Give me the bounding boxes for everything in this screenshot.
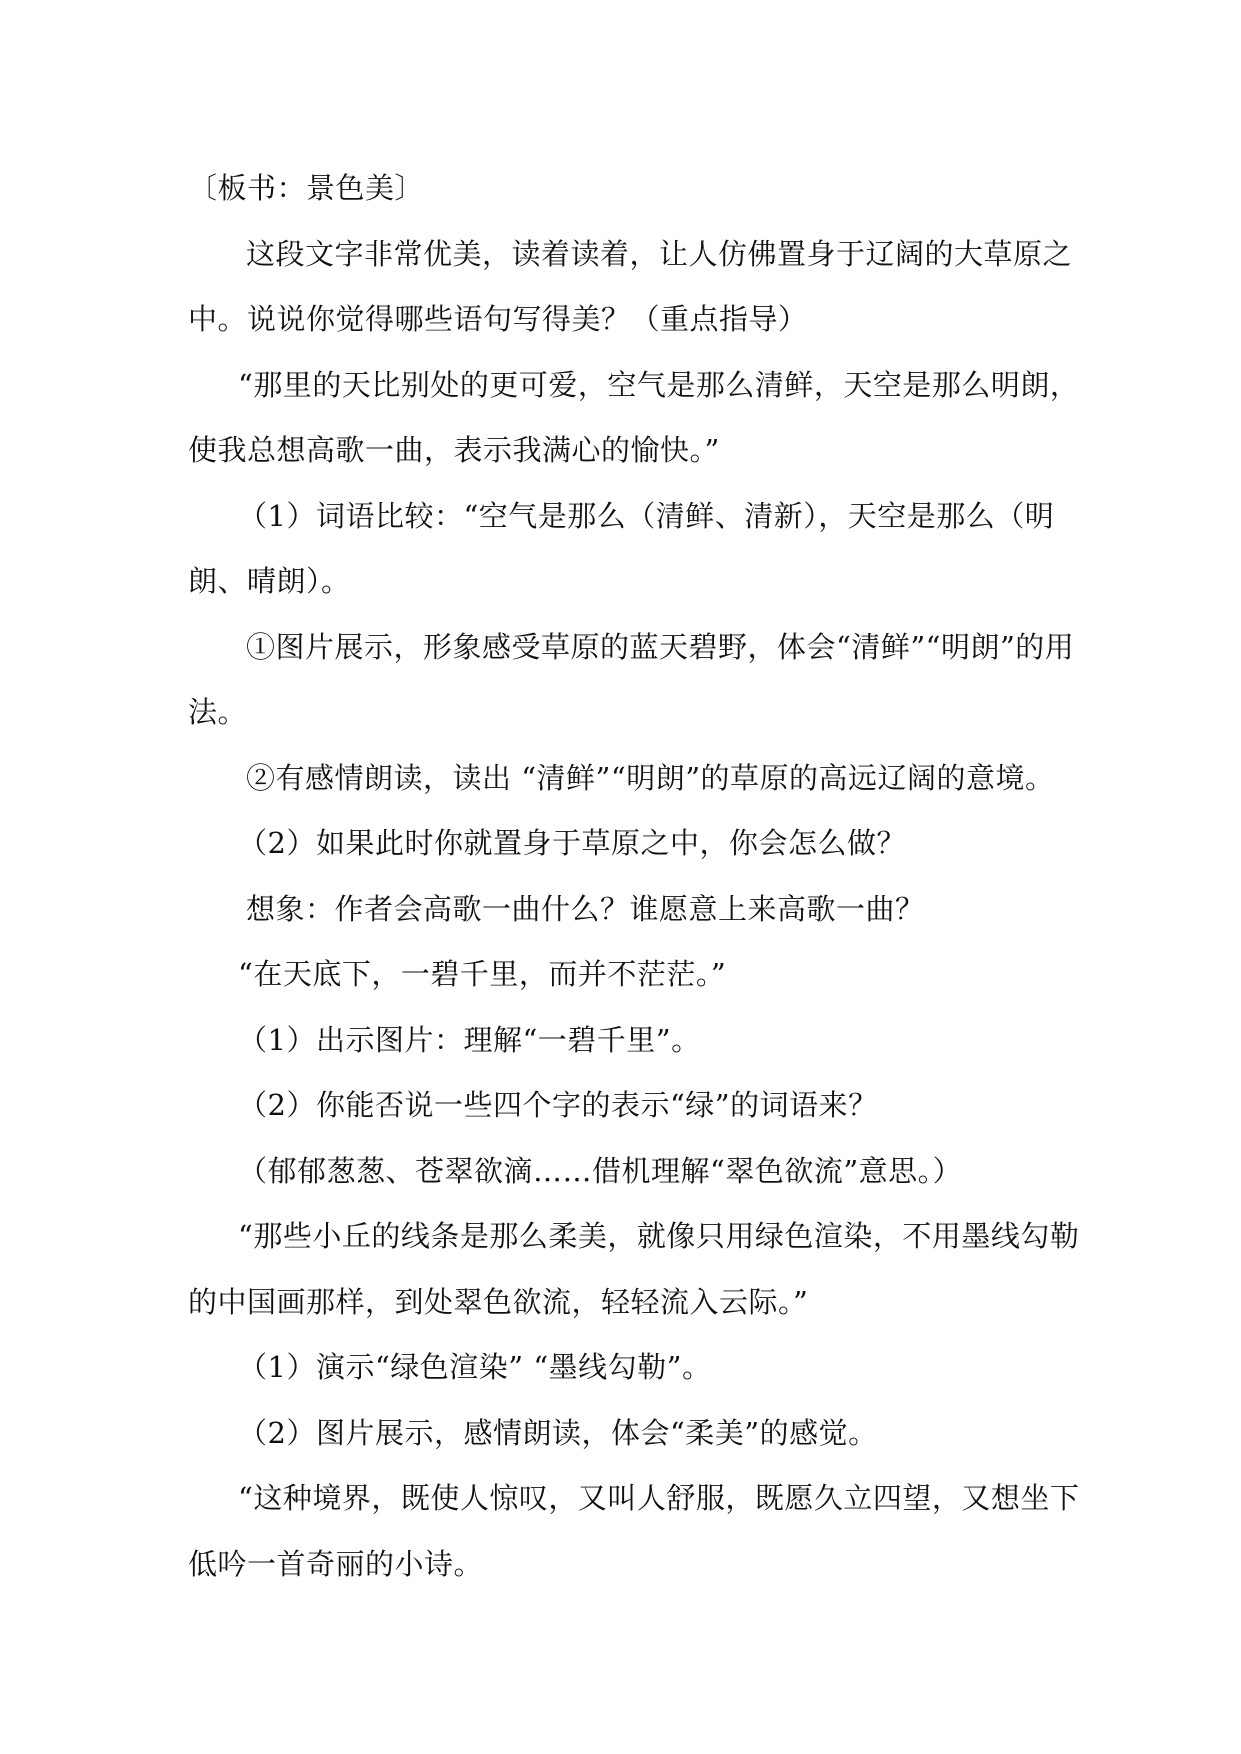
paragraph: （1）出示图片：理解“一碧千里”。 bbox=[238, 1022, 701, 1057]
document-body bbox=[188, 156, 1088, 1597]
paragraph-quote: “那些小丘的线条是那么柔美，就像只用绿色渲染，不用墨线勾勒的中国画那样，到处翠色欲流，轻轻流入云际。” bbox=[188, 1219, 1080, 1319]
paragraph: 想象：作者会高歌一曲什么？谁愿意上来高歌一曲？ bbox=[246, 891, 925, 926]
paragraph: ②有感情朗读，读出 “清鲜”“明朗”的草原的高远辽阔的意境。 bbox=[246, 760, 1055, 795]
paragraph-quote: “在天底下，一碧千里，而并不茫茫。” bbox=[238, 957, 727, 991]
paragraph: （1）词语比较：“空气是那么（清鲜、清新），天空是那么（明朗、晴朗）。 bbox=[188, 498, 1055, 598]
paragraph-blackboard-note: 〔板书：景色美〕 bbox=[188, 171, 425, 205]
paragraph: （2）如果此时你就置身于草原之中，你会怎么做？ bbox=[238, 826, 906, 860]
paragraph-quote: “这种境界，既使人惊叹，又叫人舒服，既愿久立四望，又想坐下低吟一首奇丽的小诗。 bbox=[188, 1481, 1080, 1581]
paragraph: （郁郁葱葱、苍翠欲滴……借机理解“翠色欲流”意思。） bbox=[238, 1153, 963, 1188]
paragraph: ①图片展示，形象感受草原的蓝天碧野，体会“清鲜”“明朗”的用法。 bbox=[188, 629, 1075, 729]
paragraph: （1）演示“绿色渲染” “墨线勾勒”。 bbox=[238, 1350, 712, 1384]
paragraph: （2）图片展示，感情朗读，体会“柔美”的感觉。 bbox=[238, 1415, 878, 1450]
paragraph: 这段文字非常优美，读着读着，让人仿佛置身于辽阔的大草原之中。说说你觉得哪些语句写得美？（重点指导） bbox=[188, 236, 1073, 336]
paragraph: （2）你能否说一些四个字的表示“绿”的词语来？ bbox=[238, 1088, 878, 1122]
paragraph-quote: “那里的天比别处的更可爱，空气是那么清鲜，天空是那么明朗，使我总想高歌一曲，表示我满心的愉快。” bbox=[188, 367, 1080, 467]
